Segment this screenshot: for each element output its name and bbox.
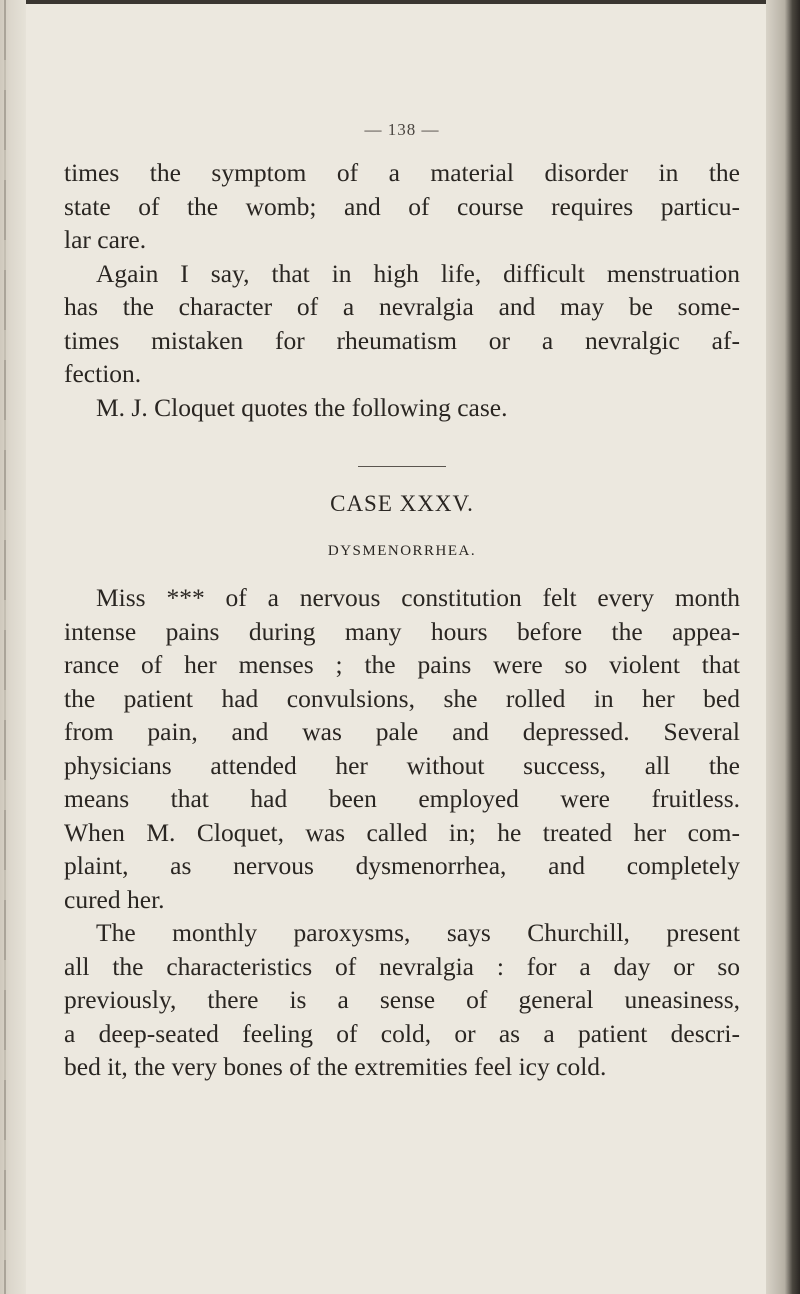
book-page xyxy=(64,120,740,1084)
text-line: fection. xyxy=(64,359,142,388)
text-line: bed it, the very bones of the extremities feel icy cold. xyxy=(64,1052,607,1081)
text-line: cured her. xyxy=(64,884,165,914)
text-line: times mistaken for rheumatism or a nevralgic af- xyxy=(64,325,740,355)
text-line: from pain, and was pale and depressed. Several xyxy=(64,717,740,746)
text-line: state of the womb; and of course requires particu- xyxy=(64,191,740,221)
text-line: all the characteristics of nevralgia : for a day or so xyxy=(64,951,740,981)
paragraph-cloquet xyxy=(64,391,740,425)
text-line: has the character of a nevralgia and may be some- xyxy=(64,292,740,321)
text-line: Miss *** of a nervous constitution felt every month xyxy=(96,583,740,612)
case-heading: CASE XXXV. xyxy=(330,491,474,516)
text-line: rance of her menses ; the pains were so violent that xyxy=(64,650,740,679)
left-binding-gutter xyxy=(0,0,26,1294)
final-paragraph xyxy=(64,916,740,1084)
text-line: Again I say, that in high life, difficult menstruation xyxy=(96,258,740,288)
text-line: When M. Cloquet, was called in; he treated her com- xyxy=(64,817,740,847)
text-line: The monthly paroxysms, says Churchill, present xyxy=(96,918,740,947)
text-line: a deep-seated feeling of cold, or as a patient descri- xyxy=(64,1018,740,1048)
text-line: lar care. xyxy=(64,225,147,254)
case-subheading: DYSMENORRHEA. xyxy=(327,543,477,559)
text-line: intense pains during many hours before the appea- xyxy=(64,616,740,646)
section-divider xyxy=(358,466,446,467)
top-page-edge xyxy=(0,0,800,4)
text-line: physicians attended her without success, all the xyxy=(64,750,740,780)
case-paragraph xyxy=(64,581,740,916)
text-line: times the symptom of a material disorder in the xyxy=(64,158,740,187)
text-line: previously, there is a sense of general uneasiness, xyxy=(64,985,740,1014)
paragraph-again xyxy=(64,257,740,391)
text-line: means that had been employed were fruitless. xyxy=(64,784,740,813)
page-number: — 138 — xyxy=(364,120,440,139)
text-line: M. J. Cloquet quotes the following case. xyxy=(96,392,508,422)
right-page-edge xyxy=(766,0,800,1294)
opening-paragraph xyxy=(64,156,740,257)
text-line: plaint, as nervous dysmenorrhea, and completely xyxy=(64,851,740,880)
text-line: the patient had convulsions, she rolled in her bed xyxy=(64,683,740,713)
